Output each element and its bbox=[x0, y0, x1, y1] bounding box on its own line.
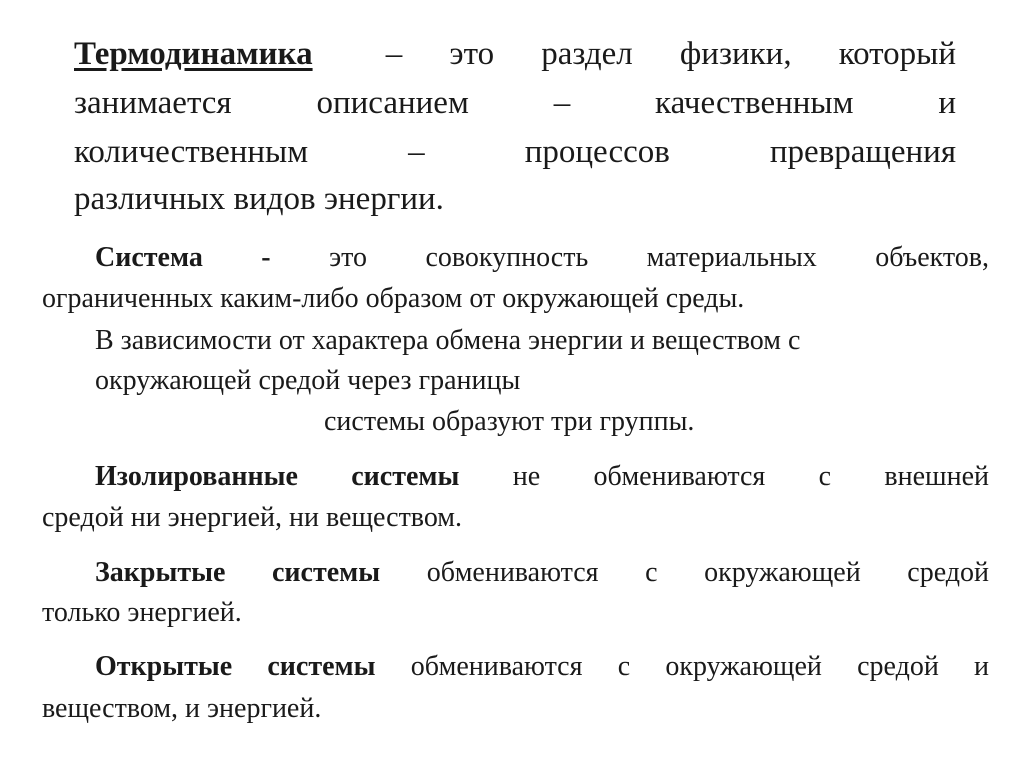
closed-systems-line-2: только энергией. bbox=[42, 597, 242, 628]
system-groups-line-1: В зависимости от характера обмена энергии и веществом с bbox=[95, 325, 801, 356]
closed-systems-line-1 bbox=[95, 557, 989, 589]
thermodynamics-definition-line-4: различных видов энергии. bbox=[74, 181, 444, 217]
system-term: Система - bbox=[95, 242, 271, 273]
system-groups-line-2: окружающей средой через границы bbox=[95, 365, 521, 396]
open-systems-text: обмениваются с окружающей средой и bbox=[410, 651, 990, 682]
thermodynamics-term: Термодинамика bbox=[74, 36, 313, 72]
system-definition-line-2: ограниченных каким-либо образом от окружающей среды. bbox=[42, 283, 745, 314]
system-groups-line-3: системы образуют три группы. bbox=[324, 406, 695, 437]
closed-systems-text: обмениваются с окружающей средой bbox=[426, 557, 990, 588]
closed-systems-term: Закрытые системы bbox=[95, 557, 381, 588]
isolated-systems-text: не обмениваются с внешней bbox=[512, 461, 990, 492]
thermodynamics-definition-text: – это раздел физики, который bbox=[385, 36, 956, 72]
open-systems-line-1 bbox=[95, 651, 989, 683]
system-definition-text: это совокупность материальных объектов, bbox=[329, 242, 990, 273]
system-definition-line-1 bbox=[95, 242, 989, 274]
thermodynamics-definition-line-1 bbox=[74, 36, 956, 73]
open-systems-line-2: веществом, и энергией. bbox=[42, 693, 322, 724]
open-systems-term: Открытые системы bbox=[95, 651, 376, 682]
isolated-systems-line-2: средой ни энергией, ни веществом. bbox=[42, 502, 463, 533]
thermodynamics-definition-line-3: количественным – процессов превращения bbox=[74, 134, 956, 170]
thermodynamics-definition-line-2: занимается описанием – качественным и bbox=[74, 85, 956, 121]
isolated-systems-term: Изолированные системы bbox=[95, 461, 460, 492]
isolated-systems-line-1 bbox=[95, 461, 989, 493]
